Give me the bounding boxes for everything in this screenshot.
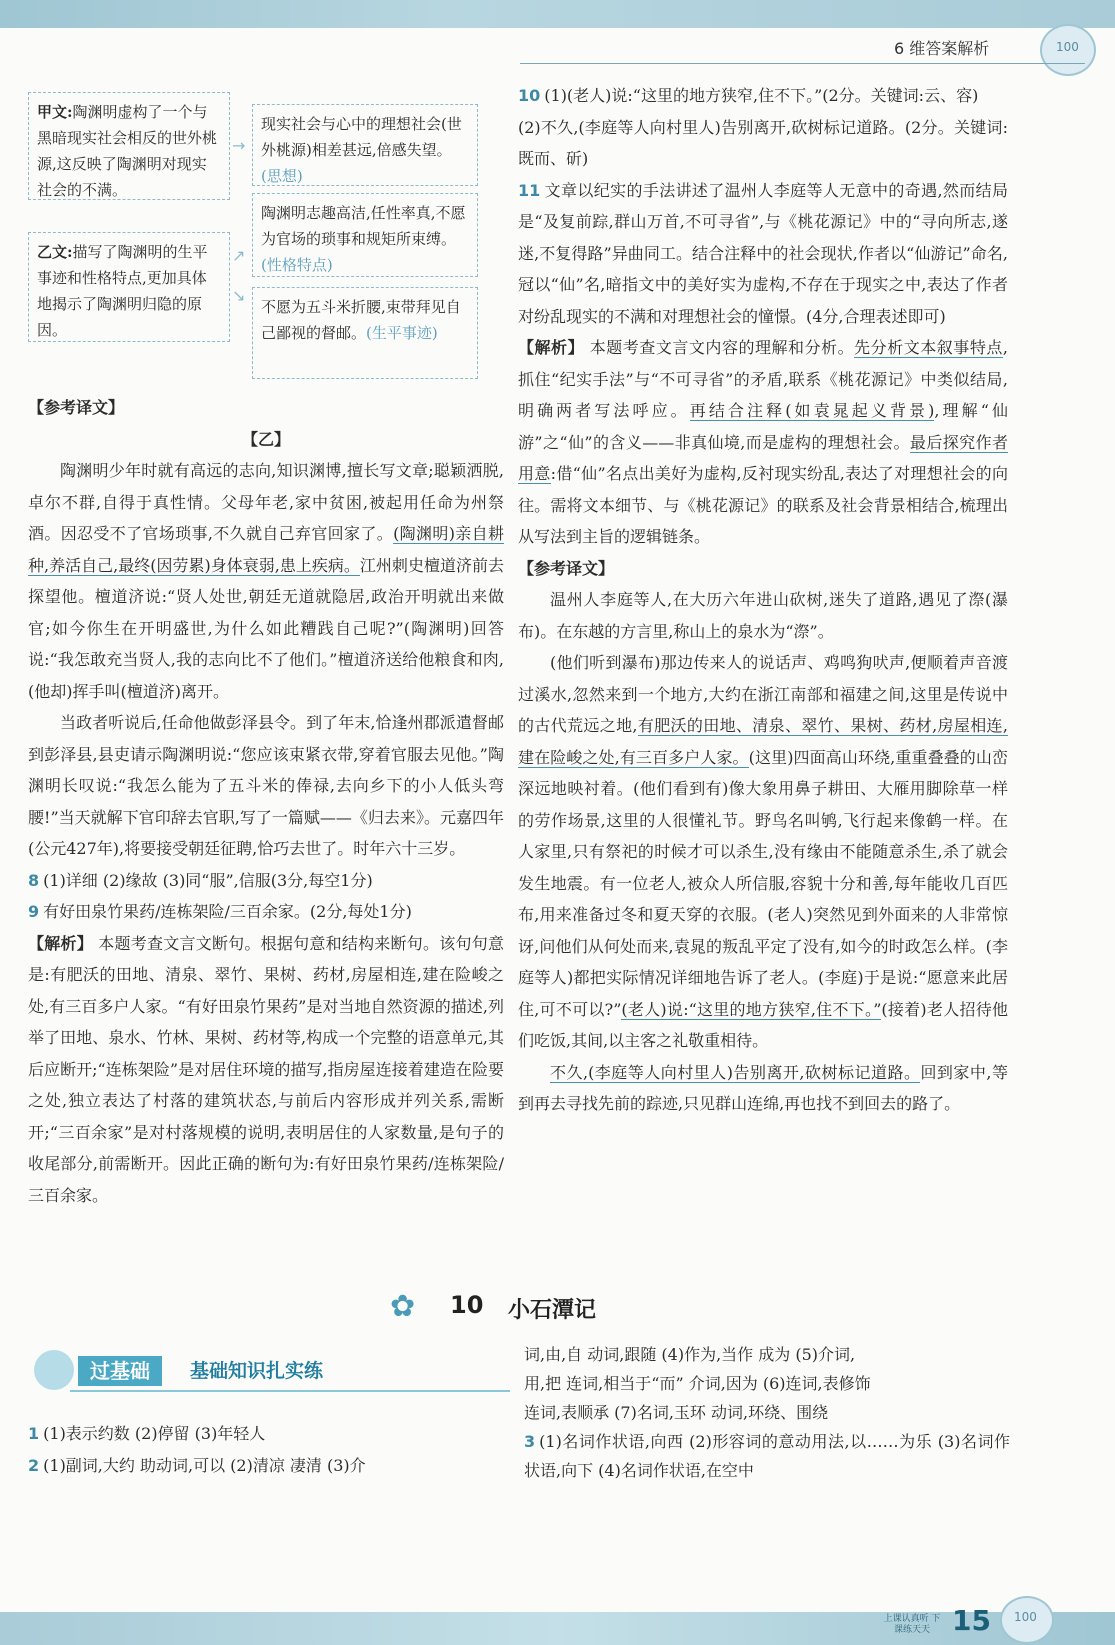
basics-answers-right — [524, 1340, 1010, 1485]
right-column — [518, 80, 1008, 1120]
question-number: 11 — [518, 180, 541, 200]
answer-text: (1)名词作状语,向西 (2)形容词的意动用法,以……为乐 (3)名词作状语,向下 (4)名词作状语,在空中 — [524, 1432, 1010, 1480]
translation-paragraph: 当政者听说后,任命他做彭泽县令。到了年末,恰逢州郡派遣督邮到彭泽县,县吏请示陶渊明说:“您应该束紧衣带,穿着官服去见他。”陶渊明长叹说:“我怎么能为了五斗米的俸禄,去向乡下的小人低头弯腰!”当天就解下官印辞去官职,写了一篇赋——《归去来》。元嘉四年(公元427年),将要接受朝廷征聘,恰巧去世了。时年六十三岁。 — [28, 713, 504, 858]
section-name: 小石潭记 — [508, 1298, 597, 1323]
answer-text: 有好田泉竹果药/连栋架险/三百余家。(2分,每处1分) — [43, 902, 412, 921]
brand-logo-icon — [1040, 24, 1096, 76]
text: (接着)老人招待他们吃饭,其间,以主客之礼敬重相待。 — [518, 999, 1008, 1050]
box-text: 现实社会与心中的理想社会(世外桃源)相差甚远,倍感失望。 — [261, 115, 462, 159]
answer-2 — [28, 1450, 508, 1482]
translation-paragraph: 温州人李庭等人,在大历六年进山砍树,迷失了道路,遇见了漈(瀑布)。在东越的方言里,称山上的泉水为“漈”。 — [518, 590, 1008, 641]
sub-title: 【乙】 — [241, 429, 290, 449]
underlined-text: 先分析文本叙事特点 — [854, 338, 1003, 357]
answer-1 — [28, 1418, 508, 1450]
arrow-icon: → — [232, 136, 246, 155]
banner-underline — [70, 1390, 510, 1392]
answer-3 — [524, 1427, 1010, 1485]
basics-answers-left — [28, 1418, 508, 1481]
right-box-character — [252, 193, 478, 277]
page-number: 15 — [952, 1604, 991, 1637]
banner-label: 过基础 — [78, 1356, 162, 1386]
right-box-life — [252, 287, 478, 379]
text: (他们听到瀑布)那边传来人的说话声、鸡鸣狗吠声,便顺着声音渡过溪水,忽然来到一个地方,大约在浙江南部和福建之间,这里是传说中的古代荒远之地, — [518, 653, 1008, 735]
analysis-text: 本题考查文言文断句。根据句意和结构来断句。该句句意是:有肥沃的田地、清泉、翠竹、果树、药材,房屋相连,建在险峻之处,有三百多户人家。“有好田泉竹果药”是对当地自然资源的描述,列举了田地、泉水、竹林、果树、药材等,构成一个完整的语意单元,其后应断开;“连栋架险”是对居住环境的描写,指房屋连接着建造在险要之处,独立表达了村落的建筑状态,与前后内容形成并列关系,需断开;“三百余家”是对村落规模的说明,表明居住的人家数量,是句子的收尾部分,前需断开。因此正确的断句为:有好田泉竹果药/连栋架险/三百余家。 — [28, 933, 504, 1205]
box-text: 不愿为五斗米折腰,束带拜见自己鄙视的督邮。 — [261, 298, 461, 342]
answer-text: (1)(老人)说:“这里的地方狭窄,住不下。”(2分。关键词:云、容) — [544, 86, 979, 105]
ref-label: 【参考译文】 — [518, 558, 615, 578]
logo-text: 100 — [1014, 1610, 1037, 1624]
left-column — [28, 392, 504, 1211]
answer-text: (1)详细 (2)缘故 (3)同“服”,信服(3分,每空1分) — [43, 870, 373, 890]
analysis-label: 【解析】 — [28, 933, 93, 953]
box-label: 甲文: — [37, 103, 73, 121]
arrow-icon: ↘ — [232, 286, 246, 305]
box-text: 陶渊明虚构了一个与黑暗现实社会相反的世外桃源,这反映了陶渊明对现实社会的不满。 — [37, 103, 218, 199]
underlined-text: 不久,(李庭等人向村里人)告别离开,砍树标记道路。 — [550, 1062, 921, 1082]
answer-2-continued: 用,把 连词,相当于“而” 介词,因为 (6)连词,表修饰 — [524, 1374, 871, 1393]
answer-10 — [518, 80, 1008, 112]
section-title — [380, 1285, 740, 1335]
left-box-jia — [28, 92, 230, 200]
text: ,理解“仙游”之“仙”的含义——非真仙境,而是虚构的理想社会。 — [518, 401, 1008, 452]
answer-text: (1)表示约数 (2)停留 (3)年轻人 — [43, 1424, 266, 1443]
banner-subtitle: 基础知识扎实练 — [190, 1360, 324, 1382]
underlined-text: (陶渊明)亲自耕种,养活自己,最终(因劳累)身体衰弱,患上疾病。 — [28, 524, 504, 575]
question-number: 3 — [524, 1432, 536, 1451]
left-box-yi — [28, 232, 230, 342]
question-number: 8 — [28, 870, 40, 890]
underlined-text: 有肥沃的田地、清泉、翠竹、果树、药材,房屋相连,建在险峻之处,有三百多户人家。 — [518, 716, 1008, 767]
mascot-icon — [34, 1350, 74, 1390]
box-note: (思想) — [261, 167, 303, 185]
right-box-thought — [252, 104, 478, 186]
answer-text: (1)副词,大约 助动词,可以 (2)清凉 凄清 (3)介 — [43, 1455, 366, 1475]
text: 回到家中,等到再去寻找先前的踪迹,只见群山连绵,再也找不到回去的路了。 — [518, 1062, 1008, 1113]
box-note: (生平事迹) — [366, 324, 438, 342]
translation-paragraph — [518, 1057, 1008, 1120]
text: :借“仙”名点出美好为虚构,反衬现实纷乱,表达了对理想社会的向往。需将文本细节、与《桃花源记》的联系及社会背景相结合,梳理出从写法到主旨的逻辑链条。 — [518, 464, 1008, 546]
answer-10-b: (2)不久,(李庭等人向村里人)告别离开,砍树标记道路。(2分。关键词:既而、斫) — [518, 117, 1008, 168]
text: 江州刺史檀道济前去探望他。檀道济说:“贤人处世,朝廷无道就隐居,政治开明就出来做官;如今你生在开明盛世,为什么如此糟践自己呢?”(陶渊明)回答说:“我怎敢充当贤人,我的志向比不了他们。”檀道济送给他粮食和肉,(他却)挥手叫(檀道济)离开。 — [28, 555, 504, 701]
analysis-9 — [28, 928, 504, 1212]
analysis-label: 【解析】 — [518, 338, 585, 357]
section-number: 10 — [450, 1291, 484, 1319]
text: ,抓住“纪实手法”与“不可寻省”的矛盾,联系《桃花源记》中类似结局,明确两者写法呼应。 — [518, 338, 1008, 420]
question-number: 10 — [518, 86, 541, 105]
answer-8 — [28, 865, 504, 897]
box-label: 乙文: — [37, 243, 73, 261]
box-text: 陶渊明志趣高洁,任性率真,不愿为官场的琐事和规矩所束缚。 — [261, 204, 466, 248]
footer-bar — [0, 1612, 1115, 1645]
arrow-icon: ↗ — [232, 246, 246, 265]
underlined-text: (老人)说:“这里的地方狭窄,住不下。” — [621, 999, 882, 1019]
translation-paragraph — [518, 647, 1008, 1057]
question-number: 2 — [28, 1455, 40, 1475]
text: 本题考查文言文内容的理解和分析。 — [589, 338, 855, 357]
text: (这里)四面高山环绕,重重叠叠的山峦深远地映衬着。(他们看到有)像大象用鼻子耕田、大雁用脚除草一样的劳作场景,这里的人很懂礼节。野鸟名叫鸲,飞行起来像鹤一样。在人家里,只有祭祀的时候才可以杀生,没有缘由不能随意杀生,杀了就会发生地震。有一位老人,被众人所信服,容貌十分和善,每年能收几百匹布,用来准备过冬和夏天穿的衣服。(老人)突然见到外面来的人非常惊讶,问他们从何处而来,袁晁的叛乱平定了没有,如今的时政怎么样。(李庭等人)都把实际情况详细地告诉了老人。(李庭)于是说:“愿意来此居住,可不可以?” — [518, 747, 1008, 1019]
answer-2-continued: 连词,表顺承 (7)名词,玉环 动词,环绕、围绕 — [524, 1403, 829, 1422]
star-icon: ✿ — [390, 1289, 416, 1324]
text: 陶渊明少年时就有高远的志向,知识渊博,擅长写文章;聪颖洒脱,卓尔不群,自得于真性情。父母年老,家中贫困,被起用任命为州祭酒。因忍受不了官场琐事,不久就自己弃官回家了。 — [28, 461, 504, 543]
answer-2-continued: 词,由,自 动词,跟随 (4)作为,当作 成为 (5)介词, — [524, 1345, 856, 1364]
ref-label: 【参考译文】 — [28, 398, 125, 417]
brand-logo-icon — [1000, 1596, 1054, 1644]
footer-slogan: 上课认真听 下课练天天 — [883, 1614, 941, 1635]
question-number: 9 — [28, 902, 40, 921]
box-text: 描写了陶渊明的生平事迹和性格特点,更加具体地揭示了陶渊明归隐的原因。 — [37, 243, 208, 339]
answer-text: 文章以纪实的手法讲述了温州人李庭等人无意中的奇遇,然而结局是“及复前踪,群山万首,不可寻省”,与《桃花源记》中的“寻向所志,遂迷,不复得路”异曲同工。结合注释中的社会现状,作者以“仙游记”命名,冠以“仙”名,暗指文中的美好实为虚构,不存在于现实之中,表达了作者对纷乱现实的不满和对理想社会的憧憬。(4分,合理表述即可) — [518, 180, 1008, 326]
translation-paragraph — [28, 455, 504, 707]
question-number: 1 — [28, 1424, 40, 1443]
header-divider — [520, 63, 1085, 64]
basics-banner — [30, 1350, 510, 1394]
header-title: 6 维答案解析 — [894, 39, 990, 58]
box-note: (性格特点) — [261, 256, 333, 274]
answer-11 — [518, 175, 1008, 333]
underlined-text: 最后探究作者用意 — [518, 432, 1008, 483]
top-bar — [0, 0, 1115, 28]
logo-text: 100 — [1056, 40, 1079, 54]
answer-9 — [28, 896, 504, 928]
underlined-text: 再结合注释(如袁晁起义背景) — [689, 401, 935, 420]
analysis-11 — [518, 332, 1008, 553]
